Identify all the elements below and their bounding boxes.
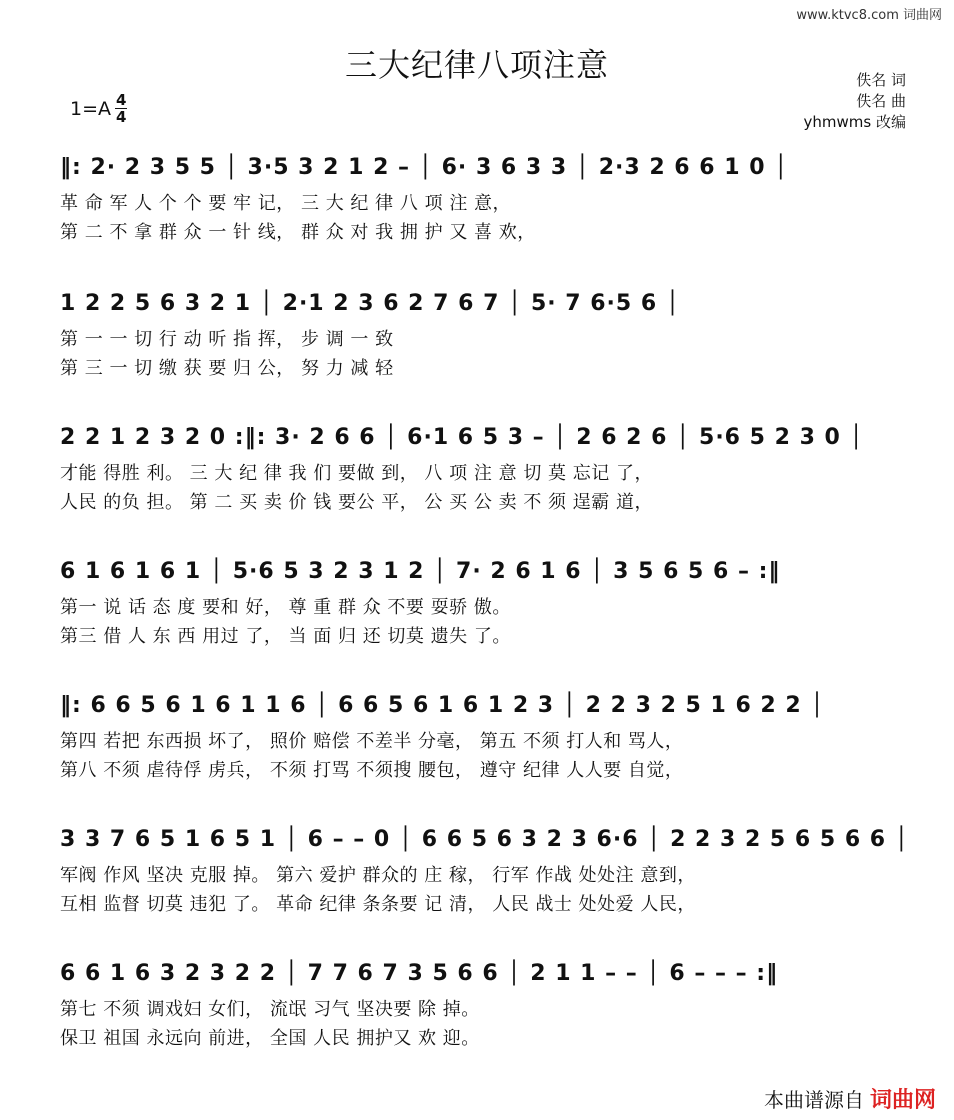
score-row-5 — [60, 686, 920, 796]
time-signature — [115, 92, 127, 125]
notation-line: 2 2 1 2 3 2 0 :‖: 3· 2 6 6 │ 6·1 6 5 3 – │ 2 6 2 6 │ 5·6 5 2 3 0 │ — [60, 425, 864, 450]
score-row-4 — [60, 552, 920, 662]
lyric-verse-1: 第四 若把 东西损 坏了， 照价 赔偿 不差半 分毫， 第五 不须 打人和 骂人， — [60, 731, 684, 752]
arranger-credit: yhmwms 改编 — [803, 113, 906, 131]
site-watermark: www.ktvc8.com 词曲网 — [796, 8, 942, 23]
notation-line: ‖: 6 6 5 6 1 6 1 1 6 │ 6 6 5 6 1 6 1 2 3 │ 2 2 3 2 5 1 6 2 2 │ — [60, 693, 825, 718]
time-signature-top: 4 — [116, 91, 127, 109]
key-signature — [70, 92, 127, 125]
lyric-verse-2: 互相 监督 切莫 违犯 了。 革命 纪律 条条要 记 清， 人民 战士 处处爱 人民， — [60, 894, 696, 915]
key-label: 1=A — [70, 97, 112, 120]
source-footer — [764, 1083, 936, 1114]
notation-line: 6 6 1 6 3 2 3 2 2 │ 7 7 6 7 3 5 6 6 │ 2 1 1 – – │ 6 – – – :‖ — [60, 961, 779, 986]
time-signature-bottom: 4 — [116, 108, 127, 126]
score-row-7 — [60, 954, 920, 1064]
lyric-verse-1: 第一 说 话 态 度 要和 好， 尊 重 群 众 不要 耍骄 傲。 — [60, 597, 511, 618]
lyric-verse-1: 才能 得胜 利。 三 大 纪 律 我 们 要做 到， 八 项 注 意 切 莫 忘记 了， — [60, 463, 653, 484]
lyric-verse-2: 保卫 祖国 永远向 前进， 全国 人民 拥护又 欢 迎。 — [60, 1028, 480, 1049]
composer-credit: 佚名 曲 — [856, 92, 906, 110]
notation-line: ‖: 2· 2 3 5 5 │ 3·5 3 2 1 2 – │ 6· 3 6 3 3 │ 2·3 2 6 6 1 0 │ — [60, 155, 789, 180]
lyric-verse-2: 人民 的负 担。 第 二 买 卖 价 钱 要公 平， 公 买 公 卖 不 须 逞霸 道， — [60, 492, 653, 513]
footer-prefix: 本曲谱源自 — [763, 1088, 864, 1112]
credits — [804, 70, 906, 133]
score-row-3 — [60, 418, 920, 528]
score-row-6 — [60, 820, 920, 930]
notation-line: 3 3 7 6 5 1 6 5 1 │ 6 – – 0 │ 6 6 5 6 3 2 3 6·6 │ 2 2 3 2 5 6 5 6 6 │ — [60, 827, 910, 852]
lyricist-credit: 佚名 词 — [856, 71, 906, 89]
lyric-verse-1: 第 一 一 切 行 动 听 指 挥， 步 调 一 致 — [60, 329, 394, 350]
score-row-1 — [60, 148, 920, 258]
lyric-verse-2: 第 二 不 拿 群 众 一 针 线， 群 众 对 我 拥 护 又 喜 欢， — [60, 222, 536, 243]
score-row-2 — [60, 284, 920, 394]
lyric-verse-2: 第八 不须 虐待俘 虏兵， 不须 打骂 不须搜 腰包， 遵守 纪律 人人要 自觉， — [60, 760, 684, 781]
lyric-verse-2: 第三 借 人 东 西 用过 了， 当 面 归 还 切莫 遗失 了。 — [60, 626, 511, 647]
lyric-verse-1: 革 命 军 人 个 个 要 牢 记， 三 大 纪 律 八 项 注 意， — [60, 193, 512, 214]
lyric-verse-1: 第七 不须 调戏妇 女们， 流氓 习气 坚决要 除 掉。 — [60, 999, 480, 1020]
song-title: 三大纪律八项注意 — [344, 46, 609, 84]
notation-line: 6 1 6 1 6 1 │ 5·6 5 3 2 3 1 2 │ 7· 2 6 1 6 │ 3 5 6 5 6 – :‖ — [60, 559, 781, 584]
lyric-verse-1: 军阀 作风 坚决 克服 掉。 第六 爱护 群众的 庄 稼， 行军 作战 处处注 意到， — [60, 865, 696, 886]
notation-line: 1 2 2 5 6 3 2 1 │ 2·1 2 3 6 2 7 6 7 │ 5· 7 6·5 6 │ — [60, 291, 681, 316]
lyric-verse-2: 第 三 一 切 缴 获 要 归 公， 努 力 减 轻 — [60, 358, 394, 379]
footer-brand-logo: 词曲网 — [869, 1088, 936, 1113]
